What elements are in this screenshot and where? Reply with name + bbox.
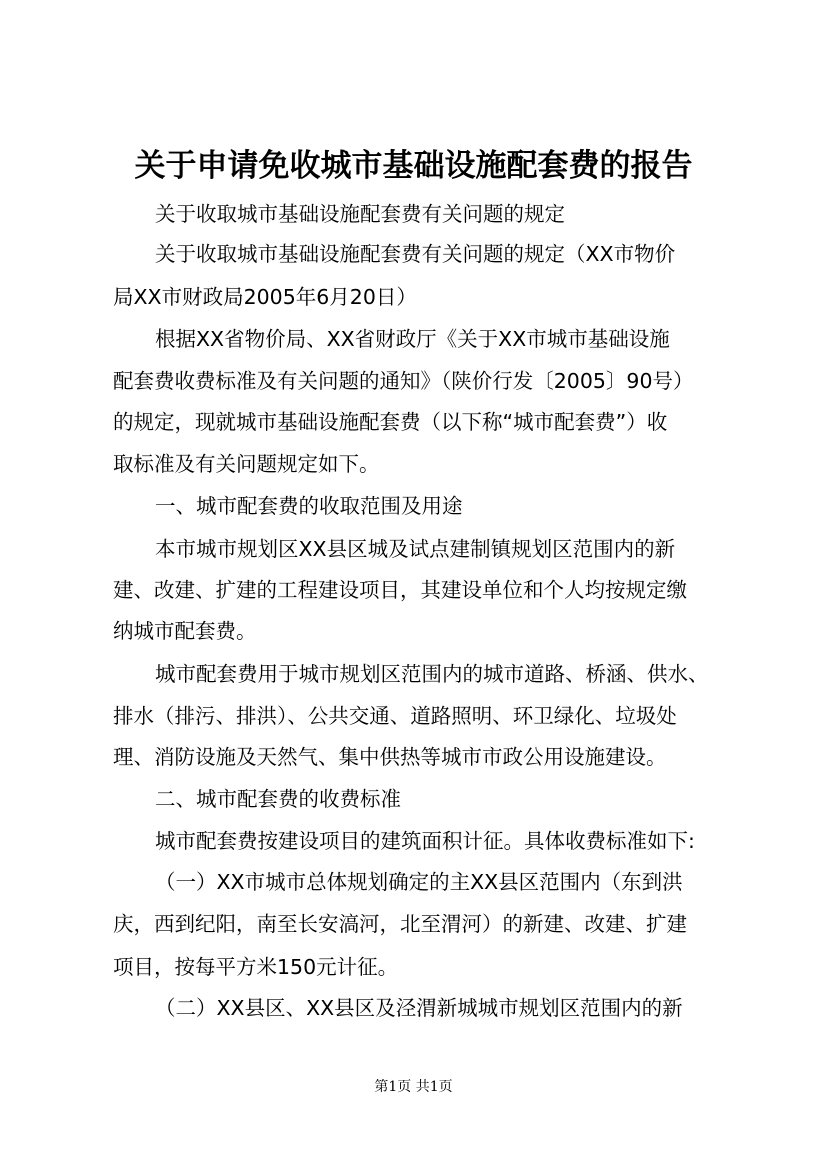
paragraph-line: （一）XX市城市总体规划确定的主XX县区范围内（东到洪: [155, 870, 683, 894]
paragraph-line: 理、消防设施及天然气、集中供热等城市市政公用设施建设。: [113, 745, 667, 769]
paragraph-line: 配套费收费标准及有关问题的通知》（陕价行发〔2005〕90号）: [113, 369, 694, 393]
paragraph-line: 本市城市规划区XX县区城及试点建制镇规划区范围内的新: [155, 537, 676, 561]
paragraph-line: 庆，西到纪阳，南至长安滈河，北至渭河）的新建、改建、扩建: [113, 912, 687, 936]
document-title: 关于申请免收城市基础设施配套费的报告: [134, 148, 693, 184]
section-heading: 二、城市配套费的收费标准: [155, 787, 401, 811]
paragraph-line: （二）XX县区、XX县区及泾渭新城城市规划区范围内的新: [155, 996, 683, 1020]
paragraph-line: 根据XX省物价局、XX省财政厅《关于XX市城市基础设施: [155, 327, 670, 351]
paragraph-line: 局XX市财政局2005年6月20日）: [113, 285, 417, 309]
paragraph-line: 城市配套费用于城市规划区范围内的城市道路、桥涵、供水、: [155, 662, 709, 686]
paragraph-line: 关于收取城市基础设施配套费有关问题的规定: [155, 202, 565, 226]
paragraph-line: 纳城市配套费。: [113, 619, 257, 643]
paragraph-line: 建、改建、扩建的工程建设项目，其建设单位和个人均按规定缴: [113, 578, 687, 602]
paragraph-line: 排水（排污、排洪）、公共交通、道路照明、环卫绿化、垃圾处: [113, 704, 677, 728]
paragraph-line: 取标准及有关问题规定如下。: [113, 452, 380, 476]
paragraph-line: 项目，按每平方米150元计征。: [113, 955, 399, 979]
paragraph-line: 的规定，现就城市基础设施配套费（以下称“城市配套费”）收: [113, 410, 668, 434]
paragraph-line: 城市配套费按建设项目的建筑面积计征。具体收费标准如下:: [155, 829, 695, 853]
page-number-footer: 第1页 共1页: [374, 1079, 453, 1095]
paragraph-line: 关于收取城市基础设施配套费有关问题的规定（XX市物价: [155, 242, 676, 266]
section-heading: 一、城市配套费的收取范围及用途: [155, 494, 463, 518]
